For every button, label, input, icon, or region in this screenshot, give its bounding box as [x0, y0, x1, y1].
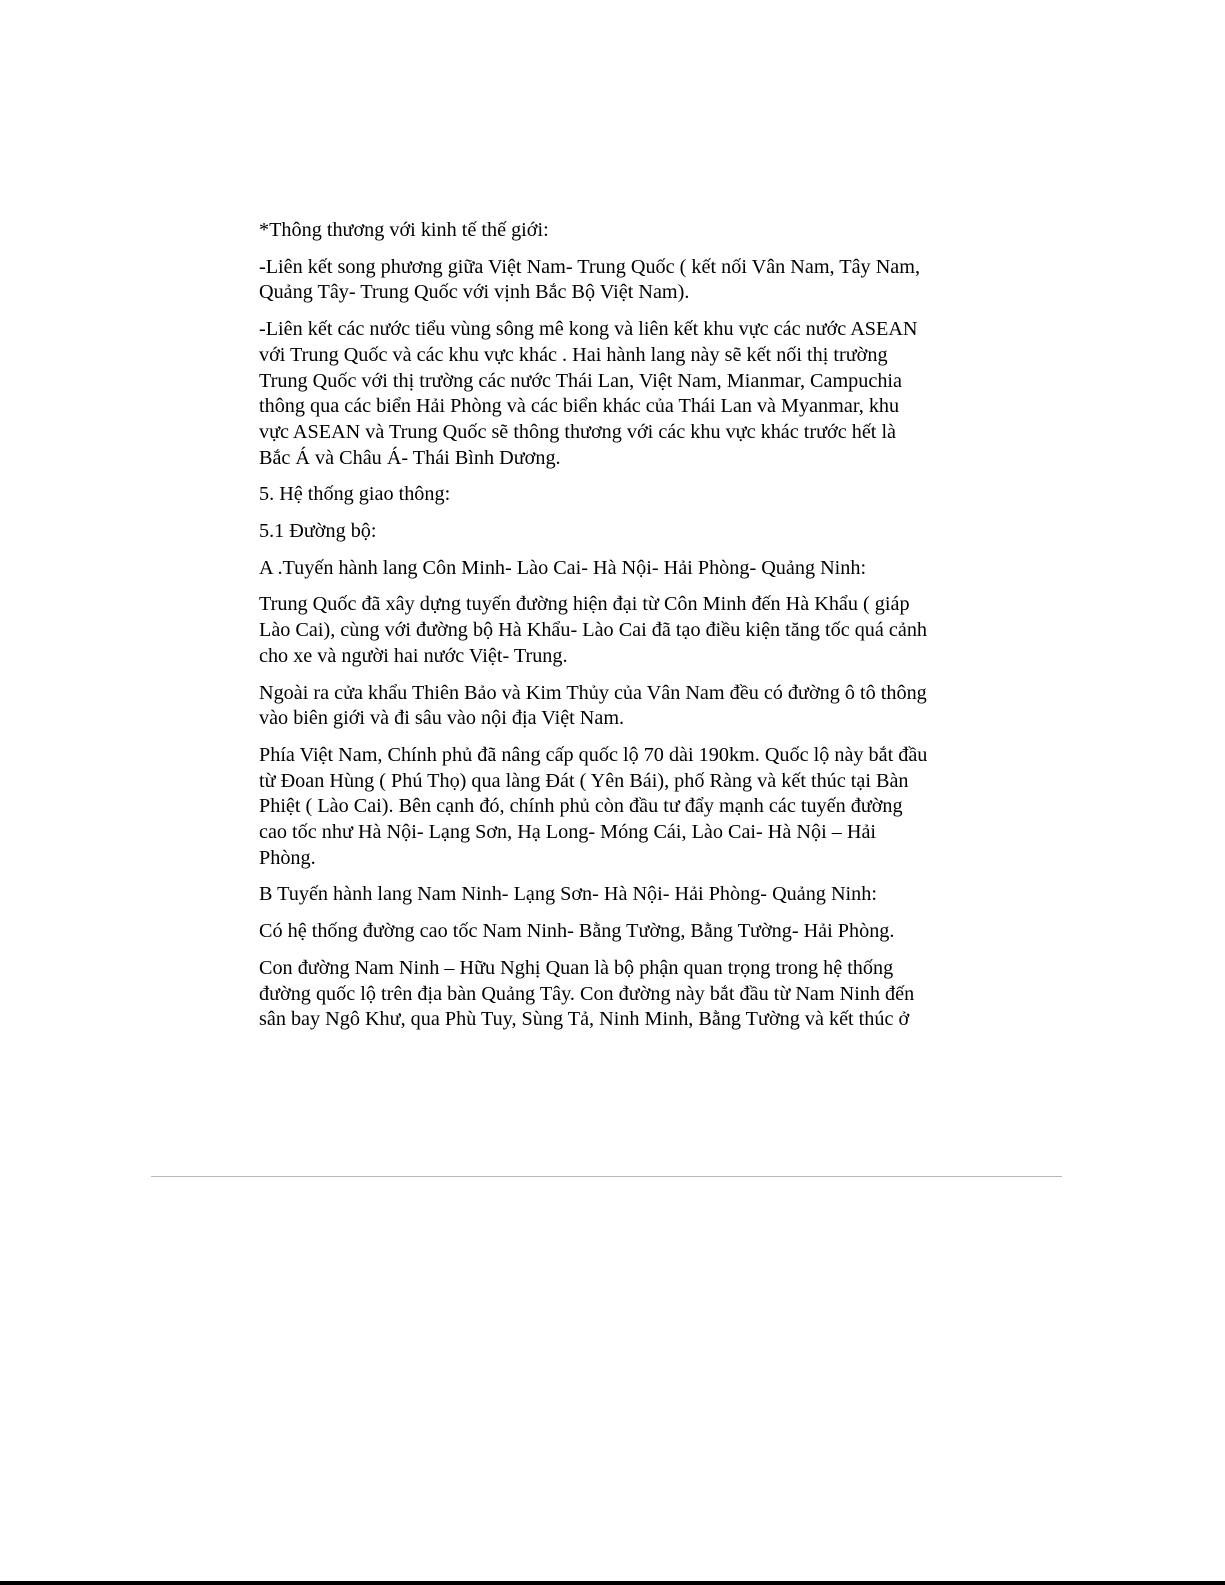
paragraph [259, 482, 959, 508]
page-bottom-edge [0, 1581, 1225, 1585]
text-line: Lào Cai), cùng với đường bộ Hà Khẩu- Lào Cai đã tạo điều kiện tăng tốc quá cảnh [259, 619, 928, 642]
text-line: thông qua các biển Hải Phòng và các biển khác của Thái Lan và Myanmar, khu [259, 395, 900, 418]
text-line: từ Đoan Hùng ( Phú Thọ) qua làng Đát ( Yên Bái), phố Ràng và kết thúc tại Bàn [259, 769, 909, 792]
paragraph [259, 218, 959, 244]
paragraph [259, 681, 959, 732]
text-line: đường quốc lộ trên địa bàn Quảng Tây. Con đường này bắt đầu từ Nam Ninh đến [259, 982, 915, 1005]
paragraph [259, 255, 959, 306]
paragraph [259, 556, 959, 582]
text-line: B Tuyến hành lang Nam Ninh- Lạng Sơn- Hà Nội- Hải Phòng- Quảng Ninh: [259, 883, 877, 906]
paragraph [259, 519, 959, 545]
paragraph [259, 882, 959, 908]
paragraph [259, 743, 959, 872]
text-line: Bắc Á và Châu Á- Thái Bình Dương. [259, 446, 561, 469]
text-line: với Trung Quốc và các khu vực khác . Hai hành lang này sẽ kết nối thị trường [259, 343, 888, 366]
text-line: Phiệt ( Lào Cai). Bên cạnh đó, chính phủ còn đầu tư đẩy mạnh các tuyến đường [259, 795, 903, 818]
text-line: sân bay Ngô Khư, qua Phù Tuy, Sùng Tả, Ninh Minh, Bằng Tường và kết thúc ở [259, 1008, 910, 1031]
text-line: Ngoài ra cửa khẩu Thiên Bảo và Kim Thủy của Vân Nam đều có đường ô tô thông [259, 681, 927, 704]
text-line: vực ASEAN và Trung Quốc sẽ thông thương với các khu vực khác trước hết là [259, 420, 897, 443]
text-line: Quảng Tây- Trung Quốc với vịnh Bắc Bộ Việt Nam). [259, 281, 690, 304]
text-line: Có hệ thống đường cao tốc Nam Ninh- Bằng Tường, Bằng Tường- Hải Phòng. [259, 920, 895, 943]
paragraph [259, 592, 959, 669]
text-line: 5. Hệ thống giao thông: [259, 483, 451, 506]
text-line: -Liên kết song phương giữa Việt Nam- Trung Quốc ( kết nối Vân Nam, Tây Nam, [259, 255, 920, 278]
paragraph [259, 317, 959, 471]
document-body [259, 218, 959, 1044]
paragraph [259, 919, 959, 945]
text-line: *Thông thương với kinh tế thế giới: [259, 219, 549, 241]
text-line: Con đường Nam Ninh – Hữu Nghị Quan là bộ phận quan trọng trong hệ thống [259, 956, 894, 979]
text-line: Trung Quốc với thị trường các nước Thái Lan, Việt Nam, Mianmar, Campuchia [259, 369, 902, 392]
text-line: Trung Quốc đã xây dựng tuyến đường hiện đại từ Côn Minh đến Hà Khẩu ( giáp [259, 593, 910, 616]
text-line: -Liên kết các nước tiểu vùng sông mê kong và liên kết khu vực các nước ASEAN [259, 318, 918, 341]
text-line: cao tốc như Hà Nội- Lạng Sơn, Hạ Long- Móng Cái, Lào Cai- Hà Nội – Hải [259, 821, 877, 844]
text-line: Phía Việt Nam, Chính phủ đã nâng cấp quốc lộ 70 dài 190km. Quốc lộ này bắt đầu [259, 743, 928, 766]
text-line: vào biên giới và đi sâu vào nội địa Việt Nam. [259, 707, 625, 730]
paragraph [259, 956, 959, 1033]
text-line: Phòng. [259, 846, 316, 869]
text-line: 5.1 Đường bộ: [259, 520, 377, 543]
text-line: A .Tuyến hành lang Côn Minh- Lào Cai- Hà Nội- Hải Phòng- Quảng Ninh: [259, 556, 867, 579]
page-divider [151, 1176, 1062, 1177]
text-line: cho xe và người hai nước Việt- Trung. [259, 644, 568, 667]
